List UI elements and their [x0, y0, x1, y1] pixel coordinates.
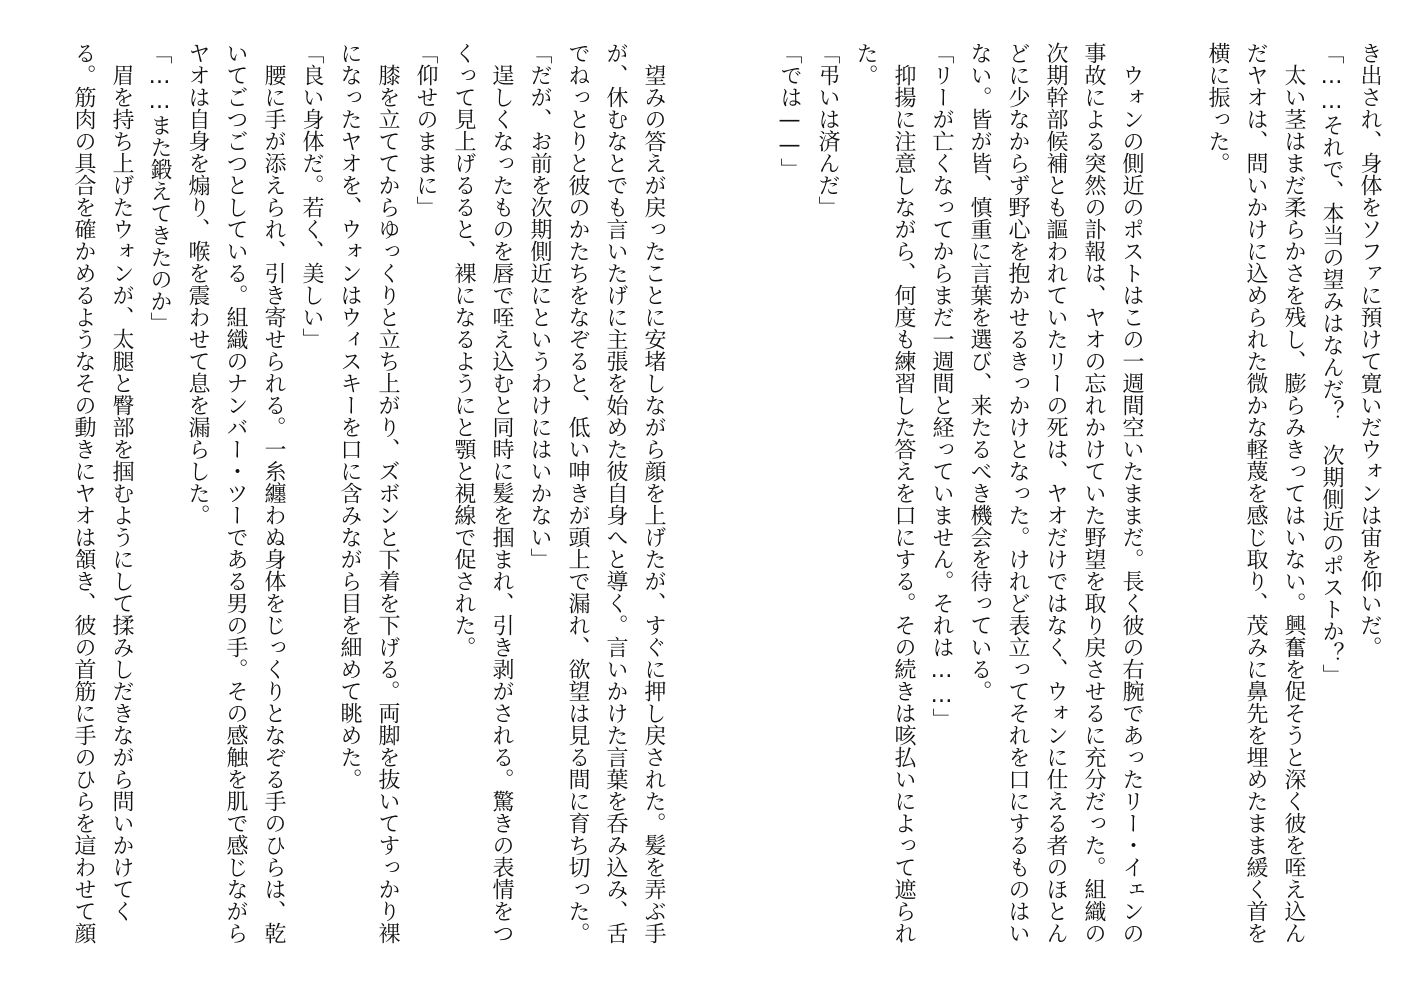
text-column: ヤオは自身を煽り、喉を震わせて息を漏らした。 — [185, 42, 210, 526]
text-column: 腰に手が添えられ、引き寄せられる。一糸纏わぬ身体をじっくりとなぞる手のひらは、乾 — [261, 42, 286, 944]
text-column: き出され、身体をソファに預けて寛いだウォンは宙を仰いだ。 — [1357, 42, 1382, 658]
text-column: ウォンの側近のポストはこの一週間空いたままだ。長く彼の右腕であったリー・イェンの — [1119, 42, 1144, 944]
text-column: 太い茎はまだ柔らかさを残し、膨らみきってはいない。興奮を促そうと深く彼を咥え込ん — [1281, 42, 1306, 944]
text-column: る。筋肉の具合を確かめるようなその動きにヤオは頷き、彼の首筋に手のひらを這わせて顔 — [71, 42, 96, 944]
text-column: 「だが、お前を次期側近にというわけにはいかない」 — [527, 42, 552, 570]
text-column: 「良い身体だ。若く、美しい」 — [299, 42, 324, 350]
text-column: 「……それで、本当の望みはなんだ？ 次期側近のポストか？」 — [1319, 42, 1344, 686]
text-column: た。 — [853, 42, 878, 86]
text-column: 「リーが亡くなってからまだ一週間と経っていません。それは……」 — [929, 42, 954, 730]
text-column: になったヤオを、ウォンはウィスキーを口に含みながら目を細めて眺めた。 — [337, 42, 362, 790]
text-column: 事故による突然の訃報は、ヤオの忘れかけていた野望を取り戻させるに充分だった。組織の — [1081, 42, 1106, 944]
text-column: 「では——」 — [777, 42, 802, 180]
text-column: くって見上げるると、裸になるようにと顎と視線で促された。 — [451, 42, 476, 658]
text-column: いてごつごつとしている。組織のナンバー・ツーである男の手。その感触を肌で感じながら — [223, 42, 248, 944]
text-column: が、休むなとでも言いたげに主張を始めた彼自身へと導く。言いかけた言葉を呑み込み、舌 — [603, 42, 628, 944]
text-column: どに少なからず野心を抱かせるきっかけとなった。けれど表立ってそれを口にするものはい — [1005, 42, 1030, 944]
text-column: 膝を立ててからゆっくりと立ち上がり、ズボンと下着を下げる。両脚を抜いてすっかり裸 — [375, 42, 400, 944]
text-column: 「……また鍛えてきたのか」 — [147, 42, 172, 334]
text-column: 抑揚に注意しながら、何度も練習した答えを口にする。その続きは咳払いによって遮られ — [891, 42, 916, 944]
text-column: 「弔いは済んだ」 — [815, 42, 840, 218]
text-column: 望みの答えが戻ったことに安堵しながら顔を上げたが、すぐに押し戻された。髪を弄ぶ手 — [641, 42, 666, 944]
text-column: 次期幹部候補とも謳われていたリーの死は、ヤオだけではなく、ウォンに仕える者のほとん — [1043, 42, 1068, 944]
text-column: 「仰せのままに」 — [413, 42, 438, 218]
text-column: 横に振った。 — [1205, 42, 1230, 174]
text-column: でねっとりと彼のかたちをなぞると、低い呻きが頭上で漏れ、欲望は見る間に育ち切った。 — [565, 42, 590, 944]
text-column: 逞しくなったものを唇で咥え込むと同時に髪を掴まれ、引き剥がされる。驚きの表情をつ — [489, 42, 514, 944]
text-column: だヤオは、問いかけに込められた微かな軽蔑を感じ取り、茂みに鼻先を埋めたまま緩く首を — [1243, 42, 1268, 944]
text-column: 眉を持ち上げたウォンが、太腿と臀部を掴むようにして揉みしだきながら問いかけてく — [109, 42, 134, 922]
text-column: ない。皆が皆、慎重に言葉を選び、来たるべき機会を待っている。 — [967, 42, 992, 702]
